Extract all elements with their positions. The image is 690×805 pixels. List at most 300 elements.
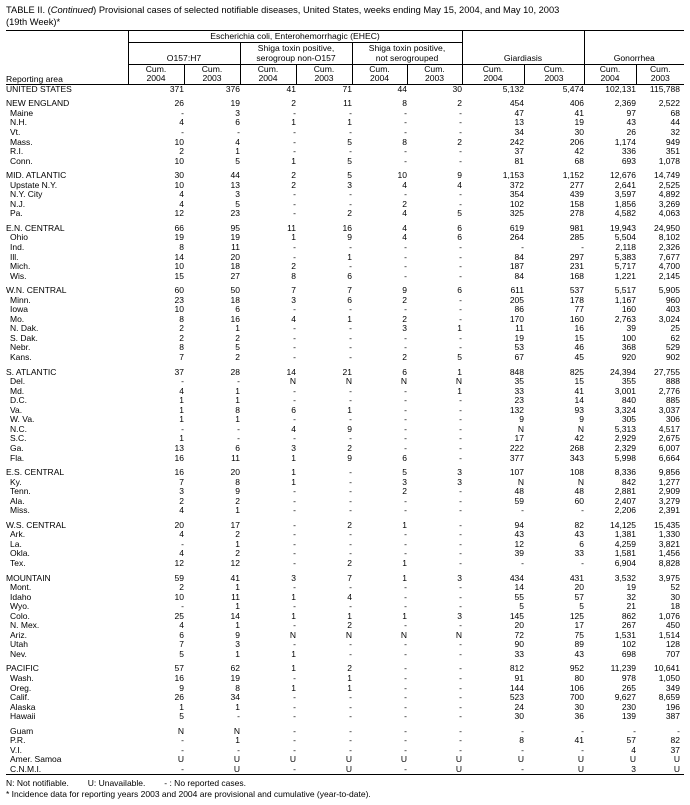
row-value-col-5: - xyxy=(459,701,462,712)
row-value-col-8: 9,627 xyxy=(614,692,636,703)
row-value-col-6: 434 xyxy=(509,572,524,583)
row-value-col-5: 6 xyxy=(457,232,462,243)
row-value-col-9: 4,700 xyxy=(658,261,680,272)
row-value-col-1: 376 xyxy=(225,83,240,94)
row-value-col-0: - xyxy=(181,601,184,612)
row-value-col-2: - xyxy=(293,763,296,774)
row-value-col-7: N xyxy=(577,423,584,434)
header-ehec-rest: , Enterohemorrhagic (EHEC) xyxy=(269,31,380,42)
row-value-col-8: 43 xyxy=(626,117,636,128)
row-value-col-4: 4 xyxy=(402,179,407,190)
row-value-col-1: 2 xyxy=(235,548,240,559)
row-area-label: Miss. xyxy=(10,505,30,516)
row-value-col-9: 707 xyxy=(665,648,680,659)
notifiable-diseases-table xyxy=(6,30,684,775)
row-value-col-3: - xyxy=(349,467,352,478)
row-value-col-1: 17 xyxy=(230,519,240,530)
row-value-col-2: N xyxy=(289,376,296,387)
row-value-col-6: 5 xyxy=(519,601,524,612)
header-shiga-nonO157 xyxy=(240,42,352,64)
row-value-col-8: 1,856 xyxy=(614,198,636,209)
row-value-col-4: - xyxy=(404,682,407,693)
row-value-col-9: 62 xyxy=(670,332,680,343)
row-value-col-1: 1 xyxy=(235,701,240,712)
row-value-col-1: 5 xyxy=(235,342,240,353)
row-value-col-9: 7,677 xyxy=(658,251,680,262)
row-value-col-3: 2 xyxy=(347,519,352,530)
page-title xyxy=(0,0,690,28)
row-area-label: N. Dak. xyxy=(10,323,39,334)
row-value-col-3: 2 xyxy=(347,620,352,631)
row-value-col-5: - xyxy=(459,270,462,281)
header-col-8-year: 2004 xyxy=(600,73,620,84)
row-value-col-3: 9 xyxy=(347,452,352,463)
row-area-label: Mass. xyxy=(10,136,33,147)
row-value-col-3: 2 xyxy=(347,442,352,453)
row-value-col-8: 5,504 xyxy=(614,232,636,243)
row-value-col-2: 4 xyxy=(291,313,296,324)
row-value-col-2: - xyxy=(293,433,296,444)
row-area-label: Alaska xyxy=(10,701,36,712)
row-value-col-7: 42 xyxy=(574,433,584,444)
row-area-label: Ga. xyxy=(10,442,24,453)
row-value-col-8: 1,581 xyxy=(614,548,636,559)
row-value-col-0: 14 xyxy=(174,251,184,262)
row-value-col-9: 9,856 xyxy=(658,467,680,478)
row-value-col-8: 3,324 xyxy=(614,404,636,415)
row-area-label: MID. ATLANTIC xyxy=(6,170,67,181)
row-value-col-4: 2 xyxy=(402,486,407,497)
row-value-col-4: 4 xyxy=(402,232,407,243)
row-area-label: Wash. xyxy=(10,672,34,683)
row-value-col-6: 848 xyxy=(509,366,524,377)
row-value-col-3: - xyxy=(349,242,352,253)
row-value-col-8: 6,904 xyxy=(614,557,636,568)
row-value-col-2: - xyxy=(293,557,296,568)
row-value-col-4: - xyxy=(404,672,407,683)
row-value-col-2: - xyxy=(293,529,296,540)
row-value-col-3: - xyxy=(349,304,352,315)
row-value-col-1: U xyxy=(233,754,240,765)
table-row xyxy=(6,712,684,722)
row-value-col-9: 8,659 xyxy=(658,692,680,703)
row-value-col-4: 9 xyxy=(402,285,407,296)
row-value-col-8: 160 xyxy=(621,304,636,315)
row-value-col-8: 2,763 xyxy=(614,313,636,324)
row-value-col-7: 20 xyxy=(574,582,584,593)
header-col-7 xyxy=(524,64,584,84)
row-value-col-3: - xyxy=(349,414,352,425)
row-value-col-4: 8 xyxy=(402,98,407,109)
row-value-col-1: - xyxy=(237,423,240,434)
row-value-col-6: 145 xyxy=(509,610,524,621)
row-area-label: Upstate N.Y. xyxy=(10,179,58,190)
row-value-col-4: - xyxy=(404,591,407,602)
header-shiga-nonO157-l1: Shiga toxin positive, xyxy=(257,42,335,53)
row-value-col-2: 7 xyxy=(291,285,296,296)
row-value-col-5: 5 xyxy=(457,352,462,363)
row-value-col-9: 8,102 xyxy=(658,232,680,243)
row-value-col-3: 1 xyxy=(347,682,352,693)
row-value-col-0: 5 xyxy=(179,711,184,722)
row-value-col-2: - xyxy=(293,639,296,650)
row-area-label: D.C. xyxy=(10,395,27,406)
row-value-col-8: 2,329 xyxy=(614,442,636,453)
row-value-col-7: 158 xyxy=(569,198,584,209)
row-value-col-4: - xyxy=(404,538,407,549)
table-row xyxy=(6,209,684,219)
row-value-col-6: 17 xyxy=(514,433,524,444)
row-value-col-0: 371 xyxy=(169,83,184,94)
row-value-col-3: 7 xyxy=(347,572,352,583)
row-value-col-8: 978 xyxy=(621,672,636,683)
row-value-col-7: 981 xyxy=(569,222,584,233)
row-value-col-5: - xyxy=(459,189,462,200)
row-value-col-0: - xyxy=(181,744,184,755)
row-area-label: E.S. CENTRAL xyxy=(6,467,65,478)
row-value-col-4: - xyxy=(404,261,407,272)
row-area-label: Iowa xyxy=(10,304,28,315)
row-value-col-8: 4,582 xyxy=(614,208,636,219)
row-value-col-4: N xyxy=(400,376,407,387)
row-value-col-6: 372 xyxy=(509,179,524,190)
row-value-col-3: 7 xyxy=(347,285,352,296)
row-value-col-7: 33 xyxy=(574,548,584,559)
row-area-label: E.N. CENTRAL xyxy=(6,222,65,233)
row-value-col-0: 8 xyxy=(179,313,184,324)
row-value-col-3: - xyxy=(349,146,352,157)
row-value-col-7: 9 xyxy=(579,414,584,425)
row-value-col-5: 3 xyxy=(457,476,462,487)
row-value-col-3: - xyxy=(349,189,352,200)
header-col-3-cum: Cum. xyxy=(313,63,335,74)
row-value-col-2: - xyxy=(293,620,296,631)
row-value-col-3: - xyxy=(349,107,352,118)
row-value-col-4: - xyxy=(404,117,407,128)
row-value-col-7: 5 xyxy=(579,601,584,612)
row-value-col-4: - xyxy=(404,146,407,157)
row-value-col-8: 1,381 xyxy=(614,529,636,540)
row-value-col-9: 1,078 xyxy=(658,155,680,166)
row-value-col-0: 4 xyxy=(179,189,184,200)
row-value-col-1: 2 xyxy=(235,332,240,343)
row-value-col-5: - xyxy=(459,294,462,305)
row-value-col-6: N xyxy=(517,423,524,434)
row-value-col-4: - xyxy=(404,423,407,434)
row-value-col-0: 10 xyxy=(174,155,184,166)
row-value-col-3: 2 xyxy=(347,208,352,219)
row-value-col-0: 20 xyxy=(174,519,184,530)
header-reporting-area: Reporting area xyxy=(6,73,63,84)
row-value-col-7: 93 xyxy=(574,404,584,415)
row-value-col-7: 406 xyxy=(569,98,584,109)
row-value-col-0: 8 xyxy=(179,342,184,353)
row-value-col-4: 1 xyxy=(402,572,407,583)
row-value-col-8: 102 xyxy=(621,639,636,650)
row-value-col-2: 1 xyxy=(291,476,296,487)
row-value-col-3: U xyxy=(345,754,352,765)
row-value-col-6: 377 xyxy=(509,452,524,463)
row-value-col-3: 3 xyxy=(347,179,352,190)
row-value-col-6: 8 xyxy=(519,735,524,746)
row-value-col-9: 4,892 xyxy=(658,189,680,200)
title-lead: TABLE II. ( xyxy=(6,5,51,15)
row-value-col-5: 1 xyxy=(457,323,462,334)
row-area-label: Vt. xyxy=(10,127,21,137)
row-value-col-6: 611 xyxy=(510,285,524,296)
row-value-col-9: 4,517 xyxy=(658,423,680,434)
row-value-col-0: - xyxy=(181,538,184,549)
row-value-col-5: 5 xyxy=(457,208,462,219)
row-value-col-7: 268 xyxy=(569,442,584,453)
row-value-col-8: 2,881 xyxy=(614,486,636,497)
row-value-col-4: 2 xyxy=(402,352,407,363)
row-value-col-4: 5 xyxy=(402,467,407,478)
row-value-col-7: 14 xyxy=(574,395,584,406)
header-col-4-cum: Cum. xyxy=(369,63,390,74)
row-value-col-7: 82 xyxy=(574,519,584,530)
row-value-col-9: 960 xyxy=(665,294,680,305)
row-value-col-4: - xyxy=(404,251,407,262)
row-value-col-9: 2,391 xyxy=(658,505,680,516)
row-value-col-9: 196 xyxy=(665,701,680,712)
row-area-label: Del. xyxy=(10,376,26,387)
row-area-label: PACIFIC xyxy=(6,663,39,674)
row-value-col-6: 264 xyxy=(509,232,524,243)
row-value-col-1: 14 xyxy=(230,610,240,621)
row-value-col-6: 20 xyxy=(514,620,524,631)
row-value-col-4: - xyxy=(404,725,407,736)
row-value-col-0: 1 xyxy=(179,395,184,406)
header-col-5 xyxy=(407,64,462,84)
row-value-col-6: 205 xyxy=(509,294,524,305)
row-value-col-2: 2 xyxy=(291,179,296,190)
row-value-col-7: 439 xyxy=(569,189,584,200)
row-value-col-7: 77 xyxy=(574,304,584,315)
row-value-col-8: U xyxy=(629,754,636,765)
row-value-col-5: - xyxy=(459,117,462,128)
row-value-col-5: 3 xyxy=(457,572,462,583)
row-value-col-8: 267 xyxy=(621,620,636,631)
row-value-col-6: 39 xyxy=(514,548,524,559)
row-value-col-8: 3,001 xyxy=(614,385,636,396)
row-value-col-9: 885 xyxy=(665,395,680,406)
row-value-col-6: 242 xyxy=(509,136,524,147)
row-value-col-6: 1,153 xyxy=(502,170,524,181)
row-value-col-6: 454 xyxy=(509,98,524,109)
row-value-col-3: - xyxy=(349,711,352,722)
row-value-col-2: 1 xyxy=(291,663,296,674)
row-value-col-7: 15 xyxy=(574,332,584,343)
row-value-col-0: - xyxy=(181,107,184,118)
row-value-col-0: - xyxy=(181,423,184,434)
row-value-col-7: 108 xyxy=(569,467,584,478)
row-value-col-7: 36 xyxy=(574,711,584,722)
row-value-col-7: 57 xyxy=(574,591,584,602)
row-value-col-1: 18 xyxy=(230,294,240,305)
title-week: (19th Week)* xyxy=(6,17,61,28)
header-col-6-cum: Cum. xyxy=(482,63,504,74)
row-value-col-0: - xyxy=(181,735,184,746)
row-value-col-6: 72 xyxy=(514,629,524,640)
row-value-col-2: - xyxy=(293,146,296,157)
row-value-col-5: 9 xyxy=(457,170,462,181)
row-value-col-3: - xyxy=(349,395,352,406)
row-value-col-3: - xyxy=(349,538,352,549)
row-value-col-3: 9 xyxy=(347,423,352,434)
row-value-col-0: 1 xyxy=(179,701,184,712)
row-value-col-8: 3,597 xyxy=(614,189,636,200)
row-area-label: NEW ENGLAND xyxy=(6,98,70,109)
row-value-col-0: 4 xyxy=(179,529,184,540)
row-area-label: N.J. xyxy=(10,198,26,209)
row-value-col-3: - xyxy=(349,198,352,209)
row-value-col-7: 16 xyxy=(574,323,584,334)
row-value-col-1: 18 xyxy=(230,261,240,272)
header-col-1-cum: Cum. xyxy=(201,63,223,74)
row-value-col-7: 168 xyxy=(569,270,584,281)
row-value-col-3: - xyxy=(349,701,352,712)
row-value-col-3: 71 xyxy=(342,83,352,94)
row-value-col-9: 2,522 xyxy=(658,98,680,109)
row-value-col-7: 80 xyxy=(574,672,584,683)
row-value-col-1: - xyxy=(237,376,240,387)
row-area-label: Hawaii xyxy=(10,711,36,722)
row-area-label: Mich. xyxy=(10,261,31,272)
row-value-col-5: - xyxy=(459,395,462,406)
header-col-6 xyxy=(462,64,524,84)
row-value-col-9: 2,525 xyxy=(658,179,680,190)
row-value-col-9: 1,076 xyxy=(658,610,680,621)
row-value-col-5: - xyxy=(459,591,462,602)
row-value-col-9: 82 xyxy=(670,735,680,746)
row-value-col-3: - xyxy=(349,639,352,650)
row-value-col-3: - xyxy=(349,385,352,396)
row-value-col-8: 5,383 xyxy=(614,251,636,262)
row-area-label: Conn. xyxy=(10,155,33,166)
row-value-col-1: 2 xyxy=(235,352,240,363)
row-value-col-9: 306 xyxy=(665,414,680,425)
row-value-col-6: N xyxy=(517,476,524,487)
row-value-col-8: 368 xyxy=(621,342,636,353)
row-value-col-6: 132 xyxy=(509,404,524,415)
row-value-col-7: 537 xyxy=(569,285,584,296)
row-value-col-3: - xyxy=(349,725,352,736)
row-value-col-4: - xyxy=(404,442,407,453)
row-value-col-3: 1 xyxy=(347,251,352,262)
row-value-col-4: - xyxy=(404,495,407,506)
row-value-col-6: 11 xyxy=(515,323,524,334)
row-area-label: Amer. Samoa xyxy=(10,754,62,765)
row-value-col-6: 523 xyxy=(509,692,524,703)
row-value-col-7: 431 xyxy=(569,572,584,583)
row-value-col-8: 920 xyxy=(621,352,636,363)
row-value-col-5: - xyxy=(459,313,462,324)
row-value-col-0: 4 xyxy=(179,620,184,631)
row-area-label: N.Y. City xyxy=(10,189,43,200)
row-value-col-5: - xyxy=(459,672,462,683)
row-value-col-4: - xyxy=(404,395,407,406)
row-value-col-5: - xyxy=(459,648,462,659)
row-value-col-0: 16 xyxy=(174,467,184,478)
row-value-col-1: 34 xyxy=(230,692,240,703)
row-value-col-9: 25 xyxy=(670,323,680,334)
row-value-col-1: 20 xyxy=(230,251,240,262)
table-row xyxy=(6,272,684,282)
row-area-label: Ky. xyxy=(10,476,22,487)
table-body xyxy=(6,84,684,775)
row-value-col-0: 3 xyxy=(179,486,184,497)
row-area-label: N. Mex. xyxy=(10,620,40,631)
row-value-col-8: 24,394 xyxy=(610,366,636,377)
row-area-label: Idaho xyxy=(10,591,32,602)
row-value-col-9: 1,514 xyxy=(658,629,680,640)
row-value-col-1: 1 xyxy=(235,735,240,746)
row-value-col-4: 6 xyxy=(402,366,407,377)
row-value-col-0: 10 xyxy=(174,261,184,272)
row-value-col-9: 2,675 xyxy=(658,433,680,444)
row-value-col-1: - xyxy=(237,127,240,137)
row-value-col-9: 3,821 xyxy=(658,538,680,549)
row-value-col-1: 5 xyxy=(235,155,240,166)
row-value-col-2: - xyxy=(293,505,296,516)
row-area-label: S.C. xyxy=(10,433,27,444)
row-value-col-8: 12,676 xyxy=(610,170,636,181)
row-value-col-3: 5 xyxy=(347,155,352,166)
row-value-col-5: 3 xyxy=(457,467,462,478)
row-value-col-1: 1 xyxy=(235,582,240,593)
header-col-3-year: 2003 xyxy=(314,73,334,84)
row-value-col-5: U xyxy=(455,754,462,765)
row-value-col-2: - xyxy=(293,242,296,253)
table-row xyxy=(6,765,684,775)
header-giardiasis-spacer xyxy=(462,31,584,42)
row-value-col-6: 84 xyxy=(514,270,524,281)
row-value-col-2: - xyxy=(293,725,296,736)
row-value-col-8: 840 xyxy=(621,395,636,406)
row-value-col-9: 44 xyxy=(670,117,680,128)
row-value-col-1: 20 xyxy=(230,467,240,478)
row-value-col-9: 5,905 xyxy=(658,285,680,296)
row-area-label: Okla. xyxy=(10,548,30,559)
row-value-col-2: 14 xyxy=(286,366,296,377)
row-value-col-3: - xyxy=(349,548,352,559)
row-area-label: Pa. xyxy=(10,208,23,219)
row-value-col-0: 12 xyxy=(174,557,184,568)
row-value-col-6: 187 xyxy=(509,261,524,272)
row-area-label: Va. xyxy=(10,404,23,415)
row-value-col-1: 1 xyxy=(235,538,240,549)
row-value-col-1: 19 xyxy=(230,98,240,109)
row-value-col-0: 7 xyxy=(179,639,184,650)
row-value-col-0: 23 xyxy=(174,294,184,305)
row-value-col-5: - xyxy=(459,146,462,157)
row-value-col-1: 27 xyxy=(230,270,240,281)
row-value-col-0: 59 xyxy=(174,572,184,583)
row-value-col-7: 42 xyxy=(574,146,584,157)
row-value-col-5: - xyxy=(459,601,462,612)
row-value-col-0: 5 xyxy=(179,648,184,659)
row-value-col-7: 297 xyxy=(569,251,584,262)
header-gonorrhea-l2: Gonorrhea xyxy=(613,53,655,64)
row-value-col-5: 2 xyxy=(457,136,462,147)
row-value-col-4: 2 xyxy=(402,294,407,305)
header-col-1-year: 2003 xyxy=(202,73,222,84)
row-value-col-2: - xyxy=(293,735,296,746)
row-value-col-2: - xyxy=(293,323,296,334)
row-value-col-1: 1 xyxy=(235,414,240,425)
row-value-col-4: - xyxy=(404,648,407,659)
